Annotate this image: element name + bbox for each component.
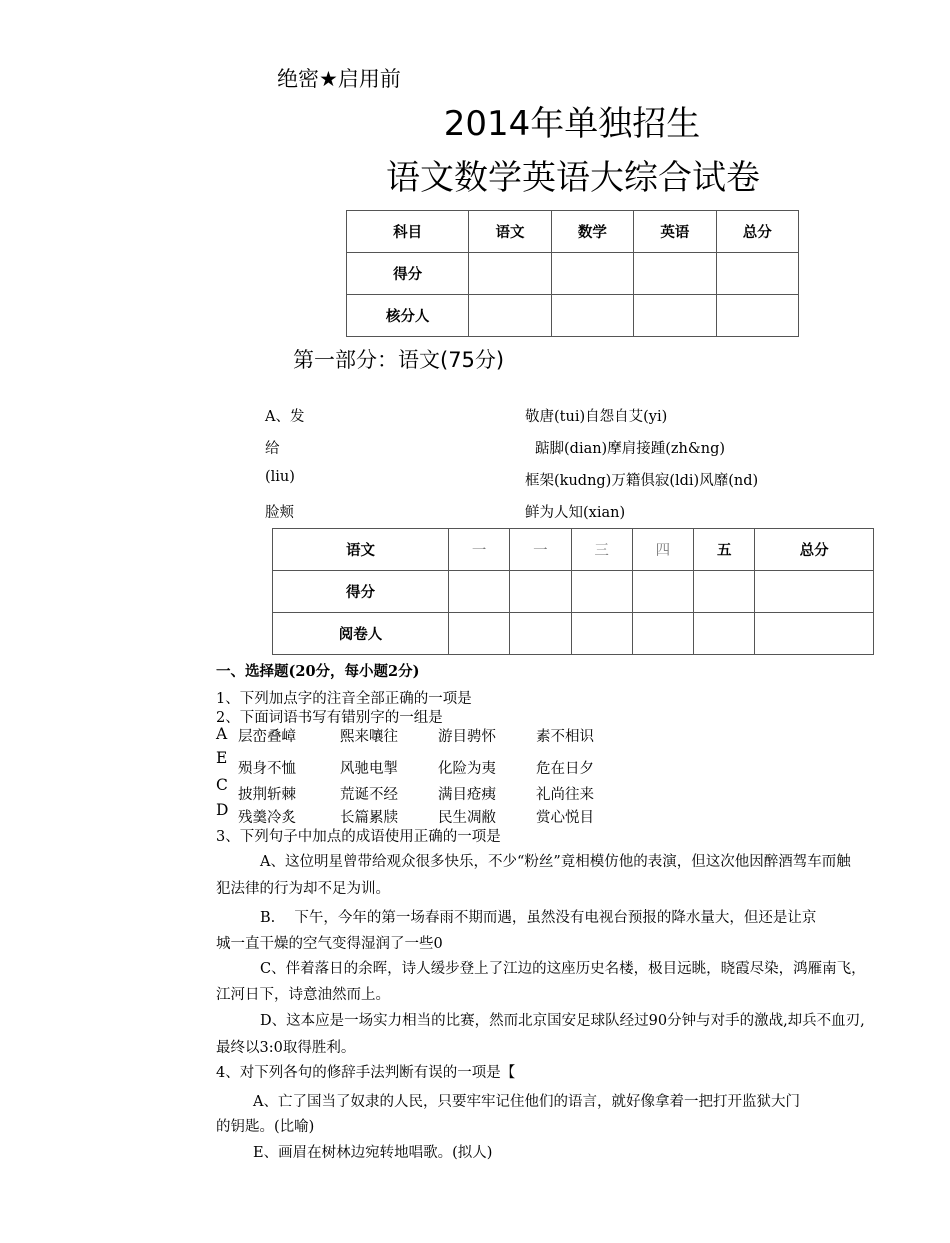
q3-option-a-cont: 犯法律的行为却不足为训。 [216, 881, 390, 897]
table-row-label: 阅卷人 [273, 613, 449, 655]
score-cell [632, 571, 693, 613]
table-header-cell: 语文 [469, 211, 551, 253]
option-word: 殒身不恤 [238, 761, 296, 777]
score-cell [634, 253, 716, 295]
confidential-label: 绝密★启用前 [277, 67, 401, 91]
option-word: 残羹冷炙 [238, 810, 296, 826]
exam-title-line1: 2014年单独招生 [443, 104, 701, 144]
score-cell [694, 571, 755, 613]
pinyin-left: 给 [265, 441, 280, 457]
pinyin-left: 脸颊 [265, 505, 294, 521]
option-word: 满目疮痍 [438, 787, 496, 803]
q3-option-d: D、这本应是一场实力相当的比赛，然而北京国安足球队经过90分钟与对手的激战,却兵不血刃, [260, 1013, 865, 1029]
score-cell [469, 295, 551, 337]
pinyin-right: 框架(kudng)万籍俱寂(ldi)风靡(nd) [525, 473, 759, 489]
option-word: 风驰电掣 [340, 761, 398, 777]
table-row [273, 529, 874, 571]
q3-option-d-cont: 最终以3:0取得胜利。 [216, 1040, 356, 1056]
score-cell [448, 613, 509, 655]
pinyin-right: 鲜为人知(xian) [525, 505, 626, 521]
q3-option-c: C、伴着落日的余晖，诗人缓步登上了江边的这座历史名楼，极目远眺，晓霞尽染，鸿雁南飞， [260, 961, 866, 977]
option-letter: C [216, 776, 228, 794]
option-word: 熙来嚷往 [340, 729, 398, 745]
table-header-cell: 英语 [634, 211, 716, 253]
option-word: 素不相识 [536, 729, 594, 745]
q4-option-a-cont: 的钥匙。(比喻) [216, 1119, 315, 1135]
question-4: 4、对下列各句的修辞手法判断有误的一项是【 [216, 1065, 516, 1081]
table-row [273, 571, 874, 613]
score-cell [755, 613, 874, 655]
option-word: 游目骋怀 [438, 729, 496, 745]
question-3: 3、下列句子中加点的成语使用正确的一项是 [216, 829, 501, 845]
option-letter: E [216, 749, 228, 767]
q3-option-b-cont: 城一直干燥的空气变得湿润了一些0 [216, 936, 443, 952]
table-row [347, 211, 799, 253]
option-letter: A [216, 725, 228, 743]
table-header-cell: 四 [632, 529, 693, 571]
score-table [346, 210, 799, 337]
q4-option-a: A、亡了国当了奴隶的人民，只要牢牢记住他们的语言，就好像拿着一把打开监狱大门 [253, 1094, 800, 1110]
score-cell [571, 613, 632, 655]
pinyin-right: 敬唐(tui)自怨自艾(yi) [525, 409, 668, 425]
q4-option-e: E、画眉在树林边宛转地唱歌。(拟人) [253, 1145, 493, 1161]
option-word: 披荆斩棘 [238, 787, 296, 803]
score-cell [469, 253, 551, 295]
table-header-cell: 五 [694, 529, 755, 571]
table-row [347, 295, 799, 337]
table-row [347, 253, 799, 295]
chinese-score-table [272, 528, 874, 655]
option-word: 层峦叠嶂 [238, 729, 296, 745]
table-row-label: 得分 [347, 253, 469, 295]
table-header-cell: 三 [571, 529, 632, 571]
score-cell [634, 295, 716, 337]
pinyin-right: 踮脚(dian)摩肩接踵(zh&ng) [535, 441, 726, 457]
score-cell [694, 613, 755, 655]
option-word: 荒诞不经 [340, 787, 398, 803]
score-cell [716, 253, 798, 295]
score-cell [755, 571, 874, 613]
table-header-cell: 一 [448, 529, 509, 571]
table-header-cell: 语文 [273, 529, 449, 571]
option-letter: D [216, 801, 229, 819]
section-title: 一、选择题(20分，每小题2分) [216, 663, 420, 680]
question-1: 1、下列加点字的注音全部正确的一项是 [216, 691, 472, 707]
q3-option-b: B. 下午，今年的第一场春雨不期而遇，虽然没有电视台预报的降水量大，但还是让京 [260, 910, 817, 926]
exam-title-line2: 语文数学英语大综合试卷 [386, 158, 760, 198]
pinyin-left: (liu) [265, 469, 295, 485]
score-cell [632, 613, 693, 655]
option-word: 危在日夕 [536, 761, 594, 777]
option-word: 长篇累牍 [340, 810, 398, 826]
option-word: 化险为夷 [438, 761, 496, 777]
score-cell [551, 295, 633, 337]
table-header-cell: 总分 [716, 211, 798, 253]
table-row [273, 613, 874, 655]
q3-option-c-cont: 江河日下，诗意油然而上。 [216, 987, 390, 1003]
part1-title: 第一部分：语文(75分) [293, 348, 505, 372]
table-header-cell: 一 [510, 529, 571, 571]
option-word: 礼尚往来 [536, 787, 594, 803]
pinyin-left: A、发 [265, 409, 305, 425]
score-cell [510, 613, 571, 655]
score-cell [571, 571, 632, 613]
score-cell [510, 571, 571, 613]
score-cell [551, 253, 633, 295]
option-word: 民生凋敝 [438, 810, 496, 826]
table-header-cell: 总分 [755, 529, 874, 571]
q3-option-a: A、这位明星曾带给观众很多快乐，不少“粉丝”竟相模仿他的表演，但这次他因醉酒驾车而触 [260, 854, 851, 870]
option-word: 赏心悦目 [536, 810, 594, 826]
score-cell [716, 295, 798, 337]
table-header-cell: 科目 [347, 211, 469, 253]
question-2: 2、下面词语书写有错别字的一组是 [216, 710, 443, 726]
table-row-label: 得分 [273, 571, 449, 613]
table-header-cell: 数学 [551, 211, 633, 253]
table-row-label: 核分人 [347, 295, 469, 337]
score-cell [448, 571, 509, 613]
